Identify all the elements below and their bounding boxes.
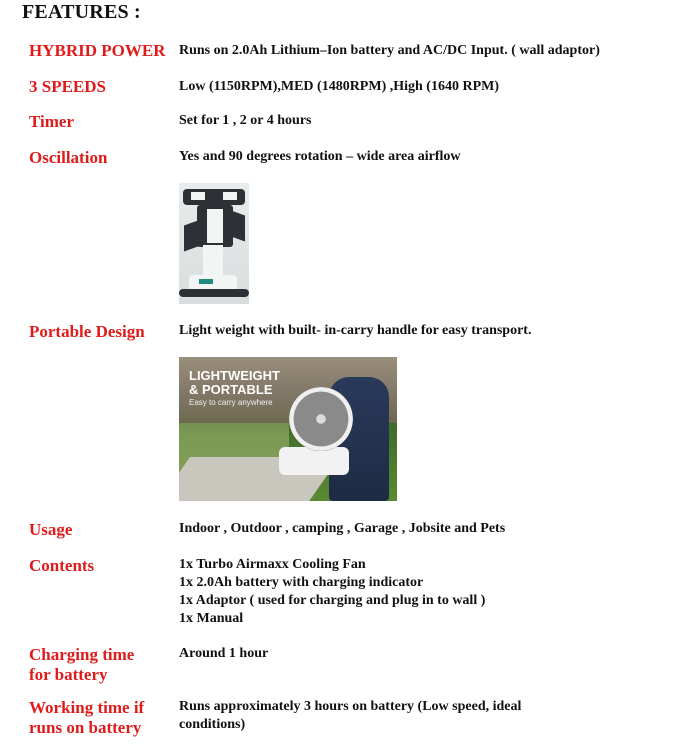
- feature-value: Runs on 2.0Ah Lithium–Ion battery and AC/DC Input. ( wall adaptor): [179, 43, 600, 58]
- feature-label: Oscillation: [29, 148, 108, 167]
- feature-value: Runs approximately 3 hours on battery (Low speed, ideal conditions): [179, 699, 522, 732]
- feature-value: Low (1150RPM),MED (1480RPM) ,High (1640 RPM): [179, 79, 500, 94]
- feature-label: Portable Design: [29, 322, 145, 341]
- contents-item: 1x Turbo Airmaxx Cooling Fan: [179, 557, 366, 572]
- feature-value: [179, 556, 669, 628]
- contents-item: 1x 2.0Ah battery with charging indicator: [179, 575, 424, 590]
- fan-icon: [289, 387, 353, 451]
- feature-label: Timer: [29, 112, 75, 131]
- feature-label: Usage: [29, 520, 73, 539]
- feature-label: 3 SPEEDS: [29, 77, 106, 96]
- feature-value: Light weight with built- in-carry handle for easy transport.: [179, 323, 532, 338]
- fan-oscillation-image: [179, 183, 249, 304]
- feature-label: Charging time for battery: [29, 645, 135, 684]
- feature-label: HYBRID POWER: [29, 41, 166, 60]
- contents-item: 1x Manual: [179, 611, 244, 626]
- feature-value: Yes and 90 degrees rotation – wide area airflow: [179, 149, 461, 164]
- page-title: FEATURES :: [22, 1, 141, 23]
- feature-value: Around 1 hour: [179, 646, 269, 661]
- image-caption-title: LIGHTWEIGHT & PORTABLE: [189, 368, 280, 397]
- image-caption-subtitle: Easy to carry anywhere: [189, 398, 273, 407]
- feature-label: Working time if runs on battery: [29, 698, 145, 737]
- portable-fan-image: [179, 357, 397, 501]
- feature-label: Contents: [29, 556, 95, 575]
- contents-item: 1x Adaptor ( used for charging and plug in to wall ): [179, 593, 486, 608]
- feature-value: Set for 1 , 2 or 4 hours: [179, 113, 312, 128]
- feature-value: Indoor , Outdoor , camping , Garage , Jobsite and Pets: [179, 521, 506, 536]
